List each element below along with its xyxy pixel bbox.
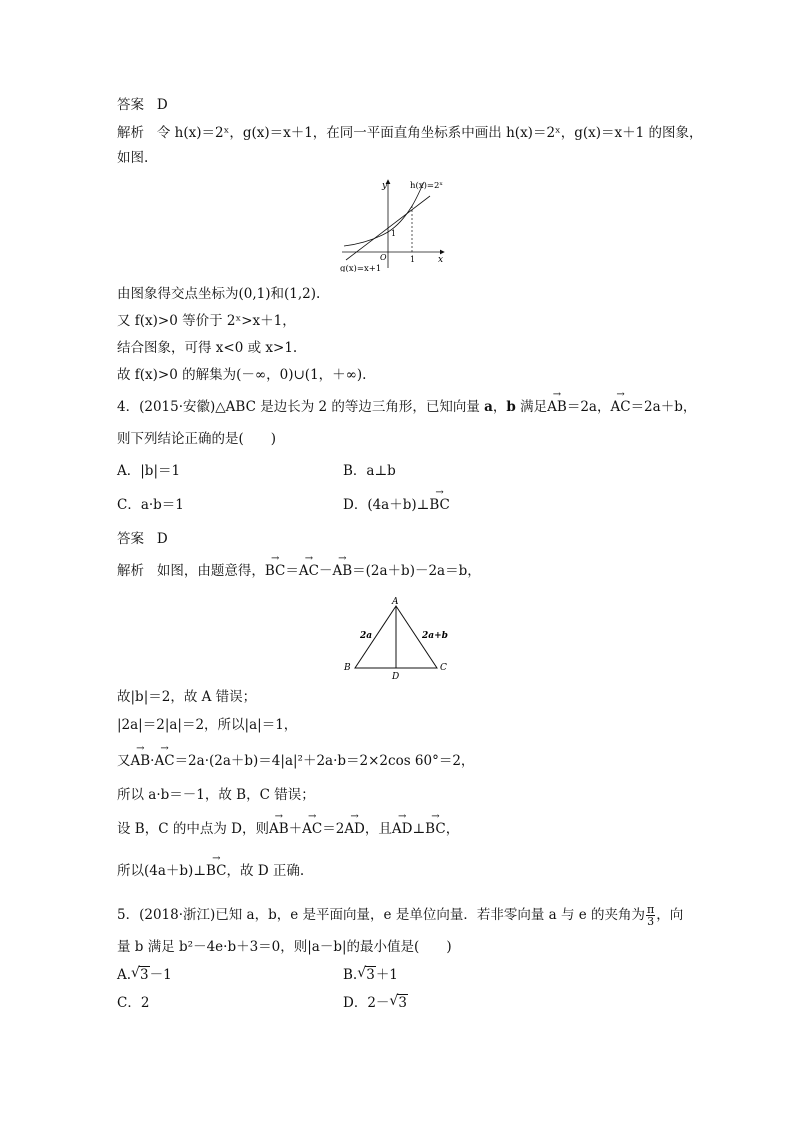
answer-label: 答案 — [117, 97, 144, 113]
side-AC-label: 2a+b — [422, 631, 448, 641]
fraction-pi-over-3: $\frac{\pi}{3}$ — [647, 903, 655, 928]
origin-label: O — [380, 253, 387, 262]
answer-value: D — [156, 531, 168, 547]
vector-AD: → AD — [392, 820, 413, 838]
solution-text: 令 h(x)＝2ˣ，g(x)＝x＋1，在同一平面直角坐标系中画出 h(x)＝2ˣ，g(x)＝x＋1 的图象， — [156, 125, 703, 141]
solution-text: |2a|＝2|a|＝2，所以|a|＝1， — [117, 717, 298, 733]
solution-text: 又 f(x)>0 等价于 2ˣ>x＋1， — [117, 313, 296, 329]
option-A: A．|b|＝1 — [117, 463, 181, 479]
x-tick-label: 1 — [410, 255, 416, 264]
question-stem: 4．(2015·安徽)△ABC 是边长为 2 的等边三角形，已知向量 a，b 满足→ AB＝2a，→ AC＝2a＋b， — [117, 398, 696, 416]
vector-BC: → BC — [429, 496, 450, 514]
function-graph-figure — [340, 176, 458, 272]
question-stem: 5．(2018·浙江)已知 a，b，e 是平面向量，e 是单位向量．若非零向量 a 与 e 的夹角为 $\frac{\pi}{3}$ ，向 — [117, 903, 684, 928]
option-B: B.√ 3＋1 — [343, 966, 398, 984]
sqrt-symbol: √ 3 — [131, 966, 150, 984]
vector-AB: → AB — [269, 820, 289, 838]
answer-value: D — [156, 97, 168, 113]
sqrt-symbol: √ 3 — [357, 966, 376, 984]
solution-line: 解析 如图，由题意得，→ BC＝→ AC－→ AB＝(2a＋b)－2a＝b， — [117, 562, 481, 580]
vector-AB: → AB — [332, 562, 352, 580]
solution-text: 结合图象，可得 x<0 或 x>1. — [117, 340, 298, 356]
vector-BC: → BC — [206, 862, 227, 880]
solution-text: 故 f(x)>0 的解集为(－∞，0)∪(1，＋∞). — [117, 367, 367, 383]
vertex-A-label: A — [392, 597, 399, 607]
option-B: B．a⊥b — [343, 463, 396, 479]
vector-AB: → AB — [547, 398, 567, 416]
answer-line — [117, 530, 168, 548]
question-stem: 则下列结论正确的是( ) — [117, 431, 277, 447]
sqrt-symbol: √ 3 — [389, 994, 408, 1012]
option-A: A.√ 3－1 — [117, 966, 172, 984]
option-D: D．2－√ 3 — [343, 994, 408, 1012]
solution-line — [117, 124, 703, 142]
option-C: C．2 — [117, 995, 150, 1011]
vector-BC: → BC — [425, 820, 446, 838]
vertex-C-label: C — [440, 663, 447, 673]
g-line-label: g(x)=x+1 — [340, 264, 382, 272]
solution-text: 故|b|＝2，故 A 错误； — [117, 689, 257, 705]
solution-label: 解析 — [117, 563, 144, 579]
solution-text: 如图. — [117, 150, 149, 166]
vector-AB: → AB — [131, 752, 151, 770]
y-intercept-label: 1 — [391, 229, 397, 238]
vector-AC: → AC — [299, 562, 319, 580]
question-stem: 量 b 满足 b²－4e·b＋3＝0，则|a－b|的最小值是( ) — [117, 939, 452, 955]
option-D: D．(4a＋b)⊥→ BC — [343, 496, 450, 514]
solution-text: 由图象得交点坐标为(0,1)和(1,2). — [117, 286, 321, 302]
vector-AC: → AC — [154, 752, 174, 770]
vertex-B-label: B — [344, 663, 351, 673]
solution-text: 所以 a·b＝－1，故 B，C 错误； — [117, 787, 315, 803]
solution-text: 所以(4a＋b)⊥→ BC，故 D 正确. — [117, 862, 304, 880]
h-curve-label: h(x)=2ˣ — [410, 181, 444, 191]
vector-BC: → BC — [265, 562, 286, 580]
vector-AD: → AD — [344, 820, 365, 838]
answer-line — [117, 96, 168, 114]
y-axis-label: y — [382, 181, 388, 191]
side-AB-label: 2a — [360, 631, 373, 641]
vector-AC: → AC — [610, 398, 630, 416]
solution-text: 设 B，C 的中点为 D，则→ AB＋→ AC＝2→ AD，且→ AD⊥→ BC， — [117, 820, 459, 838]
triangle-figure — [340, 596, 452, 680]
solution-label: 解析 — [117, 125, 144, 141]
answer-label: 答案 — [117, 531, 144, 547]
solution-text: 又→ AB·→ AC＝2a·(2a＋b)＝4|a|²＋2a·b＝2×2cos 60°＝2， — [117, 752, 474, 770]
vector-AC: → AC — [302, 820, 322, 838]
x-axis-label: x — [438, 255, 444, 265]
option-C: C．a·b＝1 — [117, 497, 184, 513]
point-D-label: D — [392, 672, 400, 680]
